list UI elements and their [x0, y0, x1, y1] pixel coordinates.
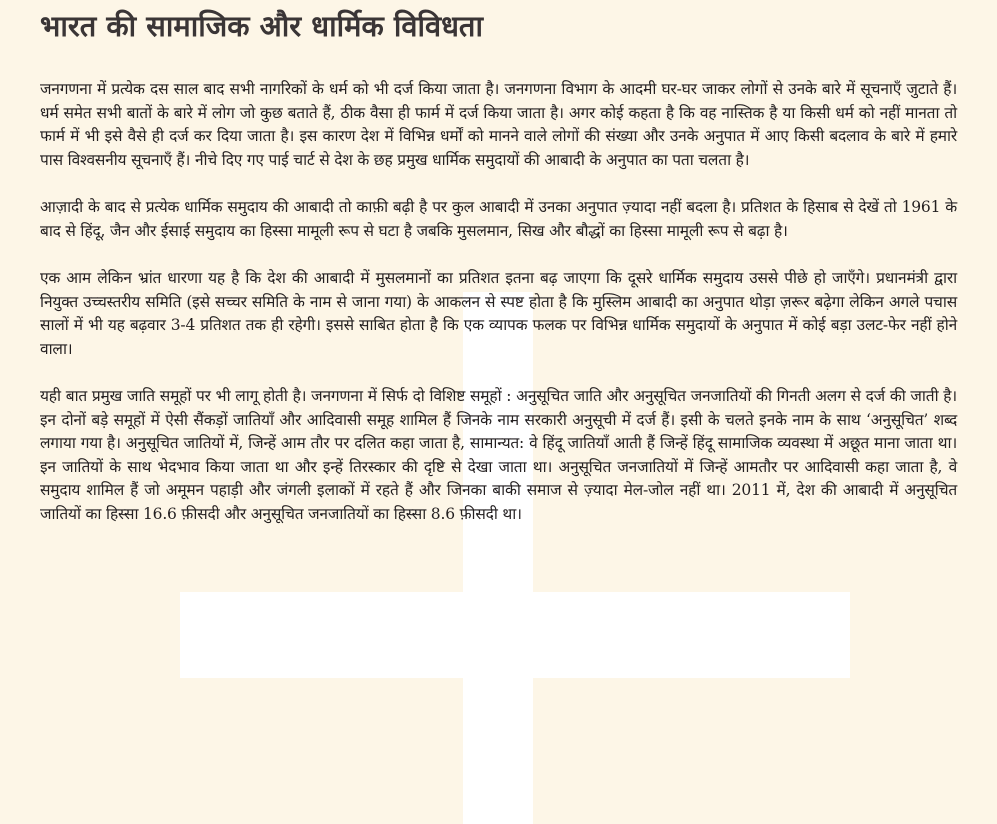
page-title: भारत की सामाजिक और धार्मिक विविधता	[40, 9, 483, 43]
paragraph-census-religion: जनगणना में प्रत्येक दस साल बाद सभी नागरिकों के धर्म को भी दर्ज किया जाता है। जनगणना विभाग के आदमी घर-घर जाकर लोगों से उनके बारे में सूचनाएँ जुटाते हैं। धर्म समेत सभी बातों के बारे में लोग जो कुछ बताते हैं, ठीक वैसा ही फार्म में दर्ज किया जाता है। अगर कोई कहता है कि वह नास्तिक है या किसी धर्म को नहीं मानता तो फार्म में भी इसे वैसे ही दर्ज कर दिया जाता है। इस कारण देश में विभिन्न धर्मों को मानने वाले लोगों की संख्या और उनके अनुपात में आए किसी बदलाव के बारे में हमारे पास विश्वसनीय सूचनाएँ हैं। नीचे दिए गए पाई चार्ट से देश के छह प्रमुख धार्मिक समुदायों की आबादी के अनुपात का पता चलता है।	[40, 80, 957, 169]
paragraph-caste-groups: यही बात प्रमुख जाति समूहों पर भी लागू होती है। जनगणना में सिर्फ दो विशिष्ट समूहों : अनुसूचित जाति और अनुसूचित जनजातियों की गिनती अलग से दर्ज की जाती है। इन दोनों बड़े समूहों में ऐसी सैंकड़ों जातियाँ और आदिवासी समूह शामिल हैं जिनके नाम सरकारी अनुसूची में दर्ज हैं। इसी के चलते इनके नाम के साथ ‘अनुसूचित’ शब्द लगाया गया है। अनुसूचित जातियों में, जिन्हें आम तौर पर दलित कहा जाता है, सामान्यत: वे हिंदू जातियाँ आती हैं जिन्हें हिंदू सामाजिक व्यवस्था में अछूत माना जाता था। इन जातियों के साथ भेदभाव किया जाता था और इन्हें तिरस्कार की दृष्टि से देखा जाता था। अनुसूचित जनजातियों में जिन्हें आमतौर पर आदिवासी कहा जाता है, वे समुदाय शामिल हैं जो अमूमन पहाड़ी और जंगली इलाकों में रहते हैं और जिनका बाकी समाज से ज़्यादा मेल-जोल नहीं था। 2011 में, देश की आबादी में अनुसूचित जातियों का हिस्सा 16.6 फ़ीसदी और अनुसूचित जनजातियों का हिस्सा 8.6 फ़ीसदी था।	[40, 387, 957, 523]
background-white-bar	[180, 592, 850, 678]
paragraph-misconception: एक आम लेकिन भ्रांत धारणा यह है कि देश की आबादी में मुसलमानों का प्रतिशत इतना बढ़ जाएगा कि दूसरे धार्मिक समुदाय उससे पीछे हो जाएँगे। प्रधानमंत्री द्वारा नियुक्त उच्चस्तरीय समिति (इसे सच्चर समिति के नाम से जाना गया) के आकलन से स्पष्ट होता है कि मुस्लिम आबादी का अनुपात थोड़ा ज़रूर बढ़ेगा लेकिन अगले पचास सालों में भी यह बढ़वार 3-4 प्रतिशत तक ही रहेगी। इससे साबित होता है कि एक व्यापक फलक पर विभिन्न धार्मिक समुदायों के अनुपात में कोई बड़ा उलट-फेर नहीं होने वाला।	[40, 269, 957, 358]
paragraph-population-share: आज़ादी के बाद से प्रत्येक धार्मिक समुदाय की आबादी तो काफ़ी बढ़ी है पर कुल आबादी में उनका अनुपात ज़्यादा नहीं बदला है। प्रतिशत के हिसाब से देखें तो 1961 के बाद से हिंदू, जैन और ईसाई समुदाय का हिस्सा मामूली रूप से घटा है जबकि मुसलमान, सिख और बौद्धों का हिस्सा मामूली रूप से बढ़ा है।	[40, 198, 957, 240]
